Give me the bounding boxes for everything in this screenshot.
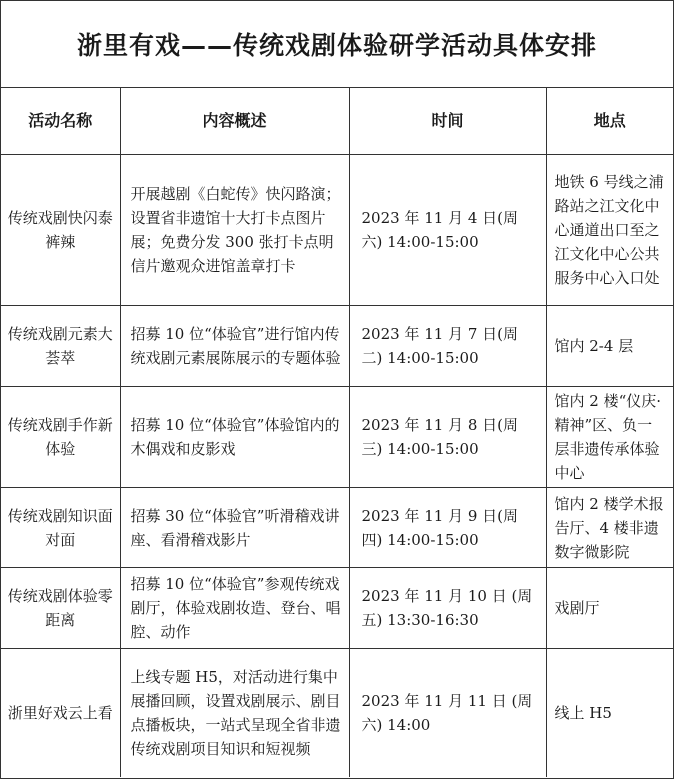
header-activity-name: 活动名称 <box>1 88 120 155</box>
activity-name-cell: 传统戏剧元素大荟萃 <box>1 306 120 387</box>
table-row <box>1 568 673 649</box>
content-summary-cell: 招募 10 位“体验官”体验馆内的木偶戏和皮影戏 <box>120 387 349 488</box>
table-row <box>1 488 673 568</box>
content-summary-cell: 招募 10 位“体验官”进行馆内传统戏剧元素展陈展示的专题体验 <box>120 306 349 387</box>
activity-name-cell: 传统戏剧快闪泰裤辣 <box>1 155 120 306</box>
header-location: 地点 <box>546 88 673 155</box>
content-summary-cell: 招募 30 位“体验官”听滑稽戏讲座、看滑稽戏影片 <box>120 488 349 568</box>
location-cell: 馆内 2 楼学术报告厅、4 楼非遗数字微影院 <box>546 488 673 568</box>
header-content-summary: 内容概述 <box>120 88 349 155</box>
time-cell: 2023 年 11 月 4 日(周六) 14:00-15:00 <box>349 155 546 306</box>
location-cell: 地铁 6 号线之浦路站之江文化中心通道出口至之江文化中心公共服务中心入口处 <box>546 155 673 306</box>
location-cell: 线上 H5 <box>546 649 673 777</box>
location-cell: 戏剧厅 <box>546 568 673 649</box>
activity-name-cell: 传统戏剧体验零距离 <box>1 568 120 649</box>
content-summary-cell: 上线专题 H5，对活动进行集中展播回顾，设置戏剧展示、剧目点播板块，一站式呈现全省非遗传统戏剧项目知识和短视频 <box>120 649 349 777</box>
table-row <box>1 649 673 777</box>
time-cell: 2023 年 11 月 11 日 (周六) 14:00 <box>349 649 546 777</box>
time-cell: 2023 年 11 月 8 日(周三) 14:00-15:00 <box>349 387 546 488</box>
table-row <box>1 306 673 387</box>
content-summary-cell: 招募 10 位“体验官”参观传统戏剧厅，体验戏剧妆造、登台、唱腔、动作 <box>120 568 349 649</box>
content-summary-cell: 开展越剧《白蛇传》快闪路演；设置省非遗馆十大打卡点图片展；免费分发 300 张打卡点明信片邀观众进馆盖章打卡 <box>120 155 349 306</box>
location-cell: 馆内 2-4 层 <box>546 306 673 387</box>
time-cell: 2023 年 11 月 9 日(周四) 14:00-15:00 <box>349 488 546 568</box>
location-cell: 馆内 2 楼“仪庆·精神”区、负一层非遗传承体验中心 <box>546 387 673 488</box>
time-cell: 2023 年 11 月 7 日(周二) 14:00-15:00 <box>349 306 546 387</box>
table-header-row <box>1 88 673 155</box>
table-row <box>1 387 673 488</box>
activity-name-cell: 传统戏剧手作新体验 <box>1 387 120 488</box>
header-time: 时间 <box>349 88 546 155</box>
document-title: 浙里有戏——传统戏剧体验研学活动具体安排 <box>1 1 673 88</box>
activity-name-cell: 传统戏剧知识面对面 <box>1 488 120 568</box>
table-row <box>1 155 673 306</box>
time-cell: 2023 年 11 月 10 日 (周五) 13:30-16:30 <box>349 568 546 649</box>
schedule-table <box>1 88 673 777</box>
activity-name-cell: 浙里好戏云上看 <box>1 649 120 777</box>
